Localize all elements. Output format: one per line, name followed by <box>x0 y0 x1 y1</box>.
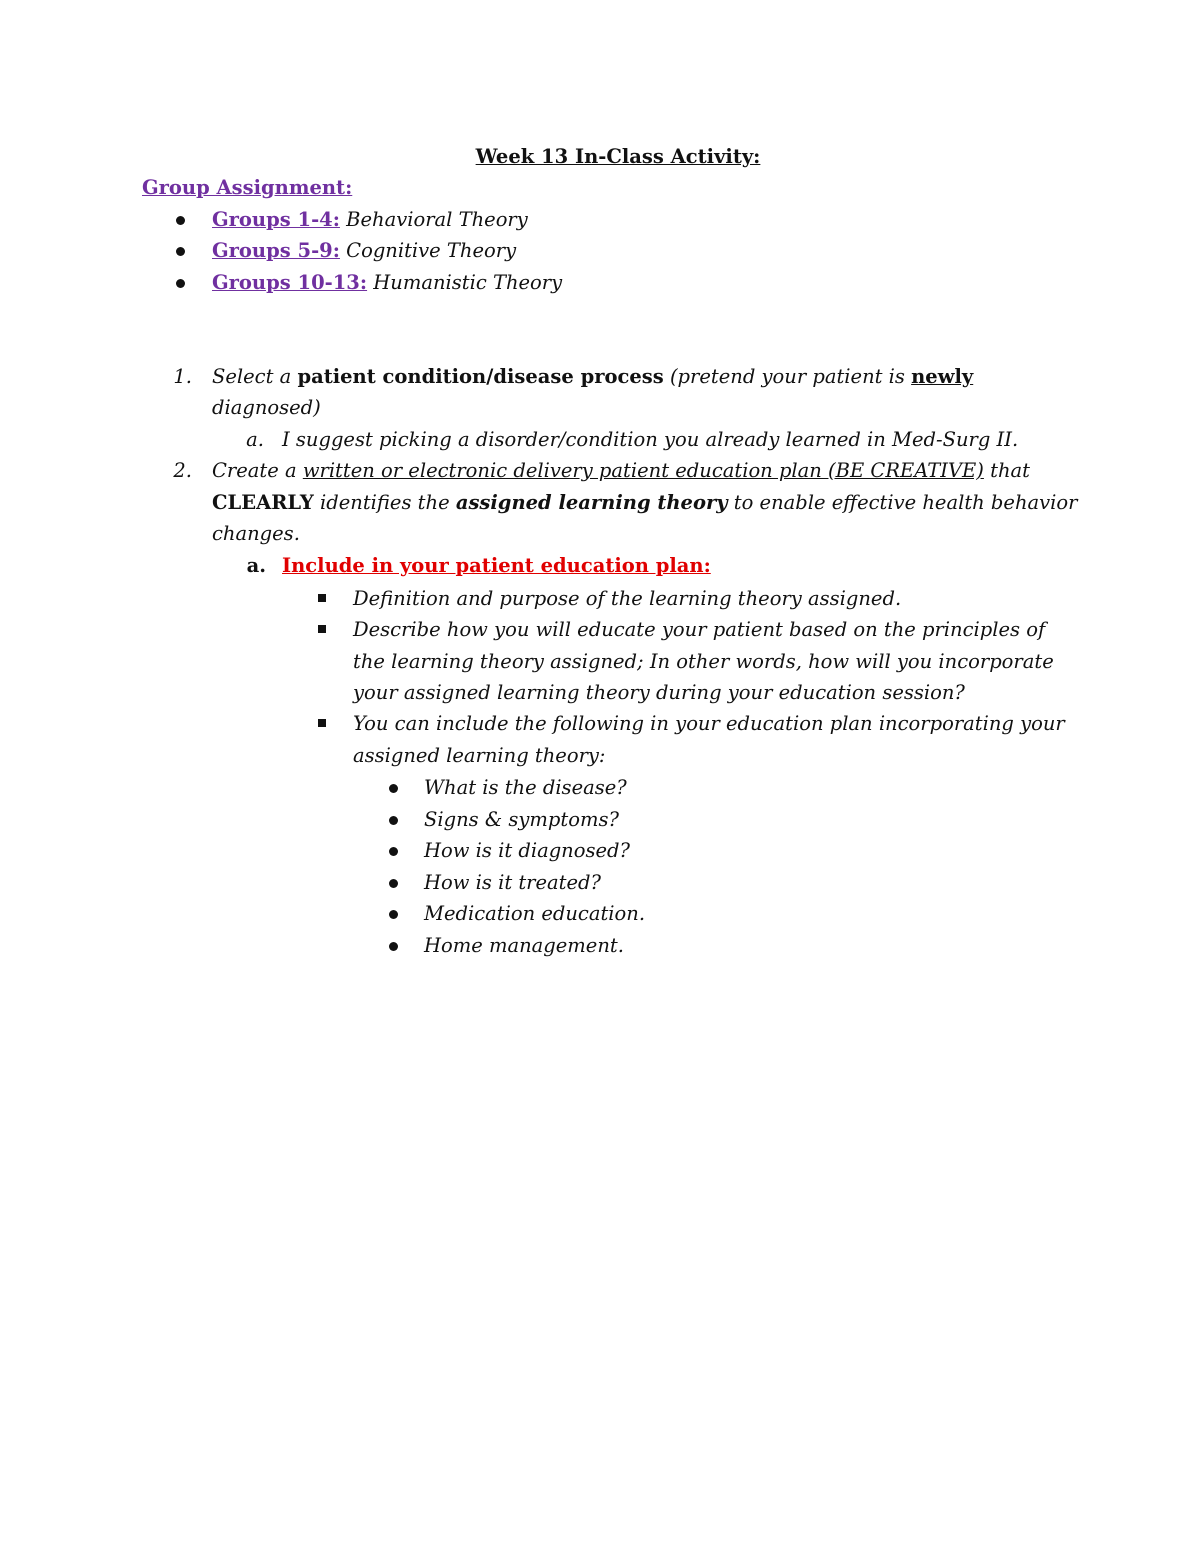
bullet-icon <box>389 816 398 825</box>
step-number: 1. <box>173 365 192 388</box>
bullet-icon <box>389 879 398 888</box>
group-theory: Behavioral Theory <box>346 208 528 231</box>
step-2-line-3: changes. <box>212 522 300 545</box>
page-title: Week 13 In-Class Activity: <box>475 145 761 168</box>
step-2-line-1: Create a written or electronic delivery patient education plan (BE CREATIVE) that <box>212 459 1030 482</box>
plan-item-line: Definition and purpose of the learning theory assigned. <box>353 587 902 610</box>
plan-item-line: assigned learning theory: <box>353 744 606 767</box>
group-label: Groups 5-9: <box>212 239 340 262</box>
step-1-line-1: Select a patient condition/disease process (pretend your patient is newly <box>212 365 974 388</box>
group-theory: Humanistic Theory <box>373 271 563 294</box>
group-assignment-heading: Group Assignment: <box>142 176 353 199</box>
bullet-icon <box>389 942 398 951</box>
plan-item-line: Describe how you will educate your patient based on the principles of <box>353 618 1046 641</box>
sub-step-marker: a. <box>246 554 266 577</box>
plan-item-line: the learning theory assigned; In other words, how will you incorporate <box>353 650 1054 673</box>
bullet-icon <box>176 247 185 256</box>
step-2-line-2: CLEARLY identifies the assigned learning theory to enable effective health behavior <box>212 491 1078 514</box>
bullet-icon <box>176 216 185 225</box>
bullet-icon <box>389 847 398 856</box>
step-number: 2. <box>173 459 192 482</box>
plan-include-heading: Include in your patient education plan: <box>282 554 711 577</box>
bullet-icon <box>389 910 398 919</box>
topic-item: Medication education. <box>424 902 646 925</box>
group-item <box>212 207 528 233</box>
topic-item: What is the disease? <box>424 776 627 799</box>
step-1-line-2: diagnosed) <box>212 396 321 419</box>
bullet-icon <box>176 279 185 288</box>
square-bullet-icon <box>318 719 326 727</box>
topic-item: How is it diagnosed? <box>424 839 630 862</box>
group-label: Groups 1-4: <box>212 208 340 231</box>
plan-item-line: your assigned learning theory during your education session? <box>353 681 965 704</box>
sub-step-text: I suggest picking a disorder/condition you already learned in Med-Surg II. <box>282 428 1019 451</box>
topic-item: Signs & symptoms? <box>424 808 619 831</box>
group-theory: Cognitive Theory <box>346 239 517 262</box>
square-bullet-icon <box>318 594 326 602</box>
topic-item: Home management. <box>424 934 624 957</box>
sub-step-marker: a. <box>246 428 264 451</box>
group-label: Groups 10-13: <box>212 271 368 294</box>
bullet-icon <box>389 784 398 793</box>
topic-item: How is it treated? <box>424 871 601 894</box>
group-item <box>212 270 562 296</box>
group-item <box>212 238 516 264</box>
plan-item-line: You can include the following in your education plan incorporating your <box>353 712 1065 735</box>
square-bullet-icon <box>318 625 326 633</box>
